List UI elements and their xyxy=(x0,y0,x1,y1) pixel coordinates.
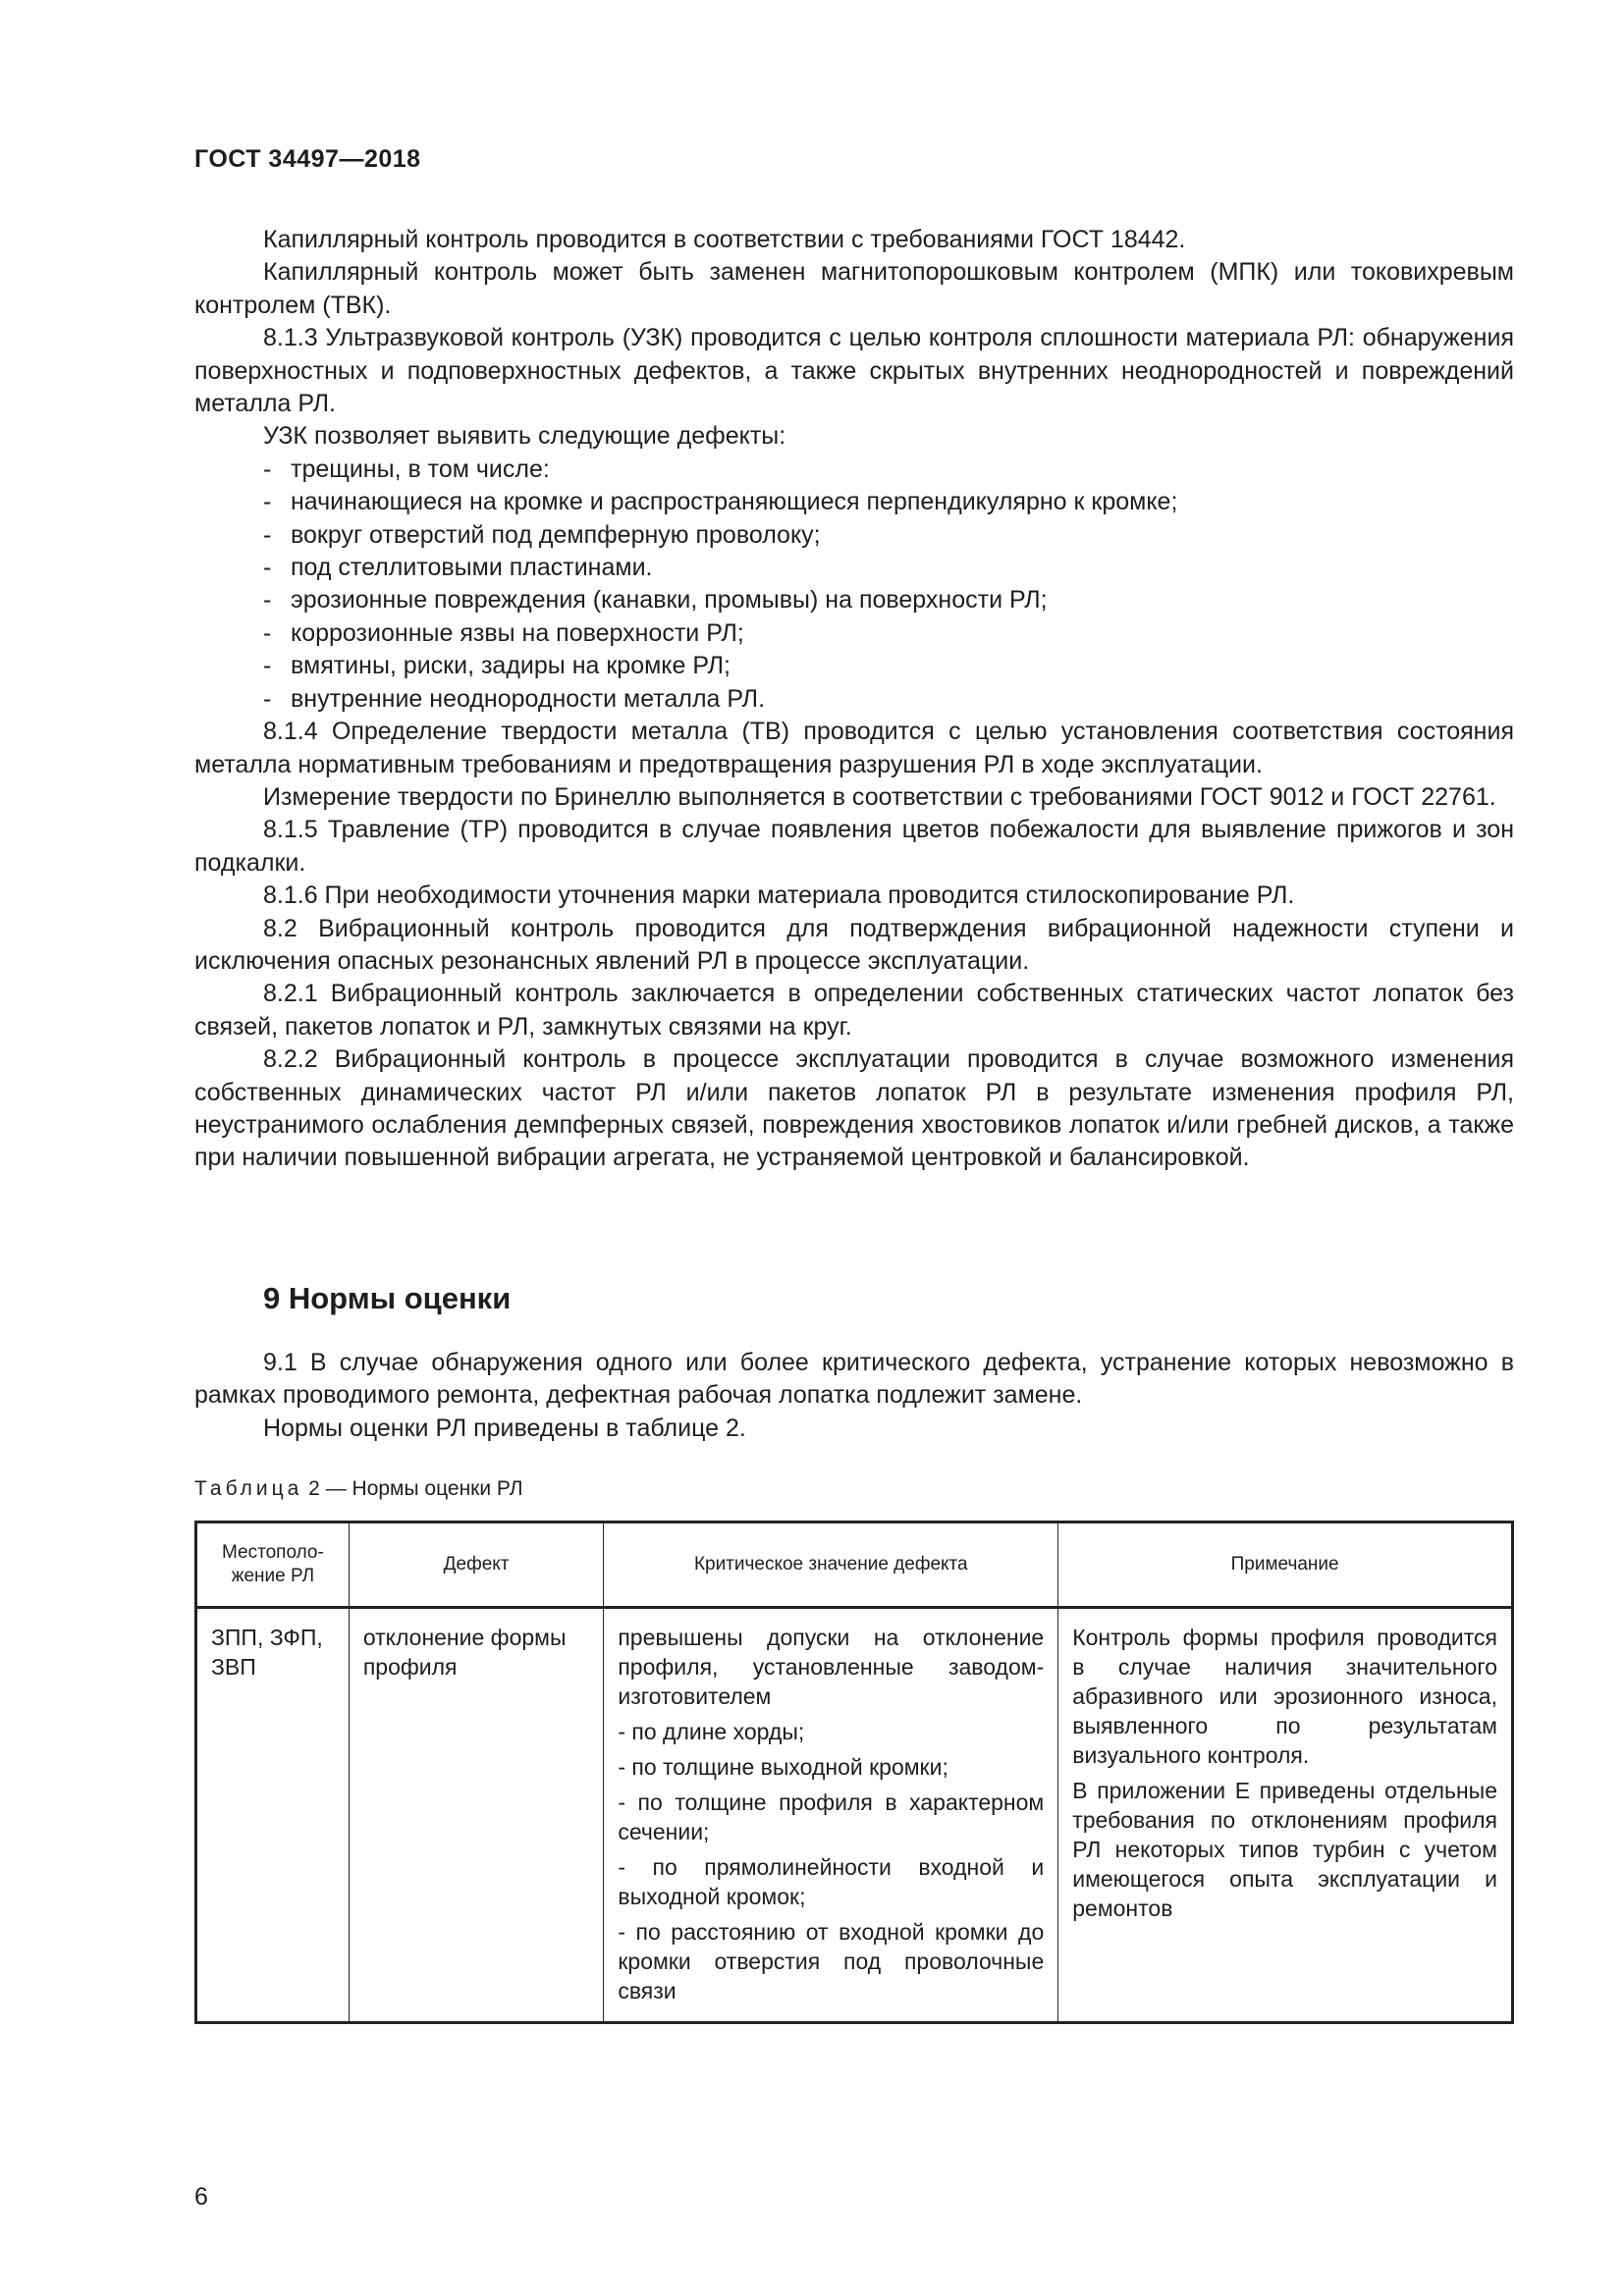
paragraph: 8.2 Вибрационный контроль проводится для подтверждения вибрационной надежности ступени и исключения опасных резонансных явлений РЛ в процессе эксплуатации. xyxy=(194,914,1514,975)
paragraph: 8.1.3 Ультразвуковой контроль (УЗК) проводится с целью контроля сплошности материала РЛ: обнаружения поверхностных и подповерхностных дефектов, а также скрытых внутренних неоднородностей и повреждений металла РЛ. xyxy=(194,324,1514,418)
paragraph: Капиллярный контроль может быть заменен магнитопорошковым контролем (МПК) или токовихревым контролем (ТВК). xyxy=(194,258,1514,319)
table-row xyxy=(196,1608,1513,2023)
body-text-section-9 xyxy=(194,1347,1514,1445)
table-caption-title: 2 — Нормы оценки РЛ xyxy=(302,1477,523,1500)
table-header-row xyxy=(196,1522,1513,1608)
list-item: - вмятины, риски, задиры на кромке РЛ; xyxy=(263,652,731,680)
column-header: Примечание xyxy=(1058,1522,1513,1608)
table-cell-defect: отклонение формы профиля xyxy=(349,1608,604,2023)
body-text-section-8 xyxy=(194,224,1514,1175)
list-item: - начинающиеся на кромке и распространяющиеся перпендикулярно к кромке; xyxy=(263,488,1178,516)
list-item: - под стеллитовыми пластинами. xyxy=(263,554,653,582)
table-caption xyxy=(194,1477,523,1501)
list-item: - коррозионные язвы на поверхности РЛ; xyxy=(263,618,744,647)
paragraph: УЗК позволяет выявить следующие дефекты: xyxy=(263,422,786,451)
paragraph: Нормы оценки РЛ приведены в таблице 2. xyxy=(263,1414,746,1442)
paragraph: 8.2.2 Вибрационный контроль в процессе эксплуатации проводится в случае возможного изменения собственных динамических частот РЛ и/или пакетов лопаток РЛ в результате изменения профиля РЛ, неустранимого ослабления демпферных связей, повреждения хвостовиков лопаток и/или гребней дисков, а также при наличии повышенной вибрации агрегата, не устраняемой центровкой и балансировкой. xyxy=(194,1045,1514,1172)
table-cell-critical-value xyxy=(604,1608,1058,2023)
table-caption-label: Таблица xyxy=(194,1477,303,1500)
column-header: Местополо-жение РЛ xyxy=(196,1522,350,1608)
list-item: - по длине хорды; xyxy=(618,1719,805,1744)
paragraph: 8.1.5 Травление (ТР) проводится в случае появления цветов побежалости для выявление прижогов и зон подкалки. xyxy=(194,816,1514,877)
paragraph: 8.2.1 Вибрационный контроль заключается в определении собственных статических частот лопаток без связей, пакетов лопаток и РЛ, замкнутых связями на круг. xyxy=(194,980,1514,1041)
table-cell-note xyxy=(1058,1608,1513,2023)
norms-table xyxy=(194,1521,1514,2024)
list-item: - по расстоянию от входной кромки до кромки отверстия под проволочные связи xyxy=(618,1919,1045,2003)
paragraph: 9.1 В случае обнаружения одного или более критического дефекта, устранение которых невозможно в рамках проводимого ремонта, дефектная рабочая лопатка подлежит замене. xyxy=(194,1349,1514,1410)
column-header: Дефект xyxy=(349,1522,604,1608)
list-item: - по прямолинейности входной и выходной кромок; xyxy=(618,1854,1045,1909)
paragraph: 8.1.4 Определение твердости металла (ТВ) проводится с целью установления соответствия состояния металла нормативным требованиям и предотвращения разрушения РЛ в ходе эксплуатации. xyxy=(194,718,1514,778)
list-item: - по толщине выходной кромки; xyxy=(618,1754,948,1780)
defects-list xyxy=(194,454,1514,716)
list-item: - по толщине профиля в характерном сечении; xyxy=(618,1789,1045,1844)
section-heading: 9 Нормы оценки xyxy=(263,1281,512,1315)
critical-value-intro: превышены допуски на отклонение профиля, установленные заводом-изготовителем xyxy=(618,1625,1045,1709)
list-item: - эрозионные повреждения (канавки, промывы) на поверхности РЛ; xyxy=(263,586,1048,614)
paragraph: 8.1.6 При необходимости уточнения марки материала проводится стилоскопирование РЛ. xyxy=(263,881,1295,910)
note-paragraph: В приложении Е приведены отдельные требования по отклонениям профиля РЛ некоторых типов турбин с учетом имеющегося опыта эксплуатации и ремонтов xyxy=(1072,1778,1497,1921)
paragraph: Капиллярный контроль проводится в соответствии с требованиями ГОСТ 18442. xyxy=(263,226,1186,253)
list-item: - внутренние неоднородности металла РЛ. xyxy=(263,684,766,713)
column-header: Критическое значение дефекта xyxy=(604,1522,1058,1608)
document-header: ГОСТ 34497—2018 xyxy=(194,145,421,173)
paragraph: Измерение твердости по Бринеллю выполняется в соответствии с требованиями ГОСТ 9012 и ГОСТ 22761. xyxy=(263,782,1496,811)
list-item: - трещины, в том числе: xyxy=(263,454,550,483)
table-cell-location: ЗПП, ЗФП, ЗВП xyxy=(196,1608,350,2023)
note-paragraph: Контроль формы профиля проводится в случае наличия значительного абразивного или эрозионного износа, выявленного по результатам визуального контроля. xyxy=(1072,1625,1497,1768)
list-item: - вокруг отверстий под демпферную проволоку; xyxy=(263,520,821,549)
page-number: 6 xyxy=(194,2183,208,2211)
